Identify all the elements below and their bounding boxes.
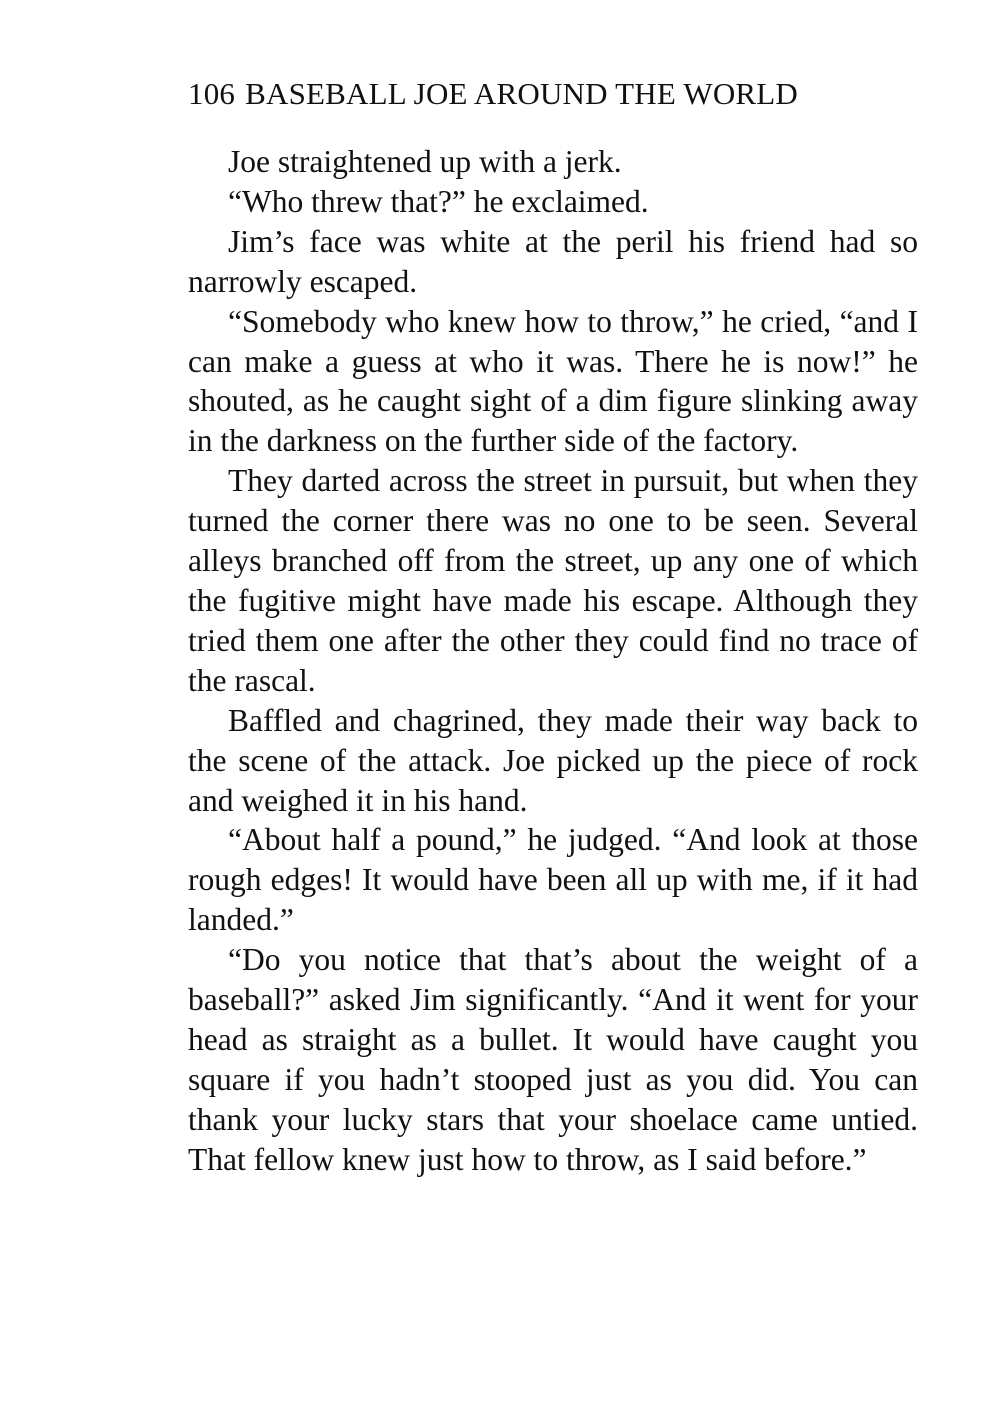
paragraph: Baffled and chagrined, they made their way back to the scene of the attack. Joe picked up the piece of rock and weighed it in his hand.: [188, 702, 918, 818]
paragraph: “About half a pound,” he judged. “And look at those rough edges! It would have been all up with me, if it had landed.”: [188, 822, 918, 938]
page-number: 106: [188, 76, 236, 111]
paragraph: They darted across the street in pursuit, but when they turned the corner there was no one to be seen. Several alleys branched off from the street, up any one of which the fugitive might have made his escape. Although they tried them one after the other they could find no trace of the rascal.: [188, 463, 918, 698]
paragraph: Jim’s face was white at the peril his friend had so narrowly escaped.: [188, 223, 918, 299]
paragraph: Joe straightened up with a jerk.: [228, 144, 622, 179]
running-head: [188, 72, 918, 116]
paragraph: “Who threw that?” he exclaimed.: [228, 183, 649, 219]
body-text: [188, 142, 918, 1180]
book-page: [188, 72, 918, 1180]
paragraph: “Somebody who knew how to throw,” he cried, “and I can make a guess at who it was. There he is now!” he shouted, as he caught sight of a dim figure slinking away in the darkness on the further side of the factory.: [188, 303, 918, 459]
book-title: BASEBALL JOE AROUND THE WORLD: [245, 76, 799, 111]
paragraph: “Do you notice that that’s about the weight of a baseball?” asked Jim significantly. “And it went for your head as straight as a bullet. It would have caught you square if you hadn’t stooped just as you did. You can thank your lucky stars that your shoelace came untied. That fellow knew just how to throw, as I said before.”: [188, 942, 918, 1177]
